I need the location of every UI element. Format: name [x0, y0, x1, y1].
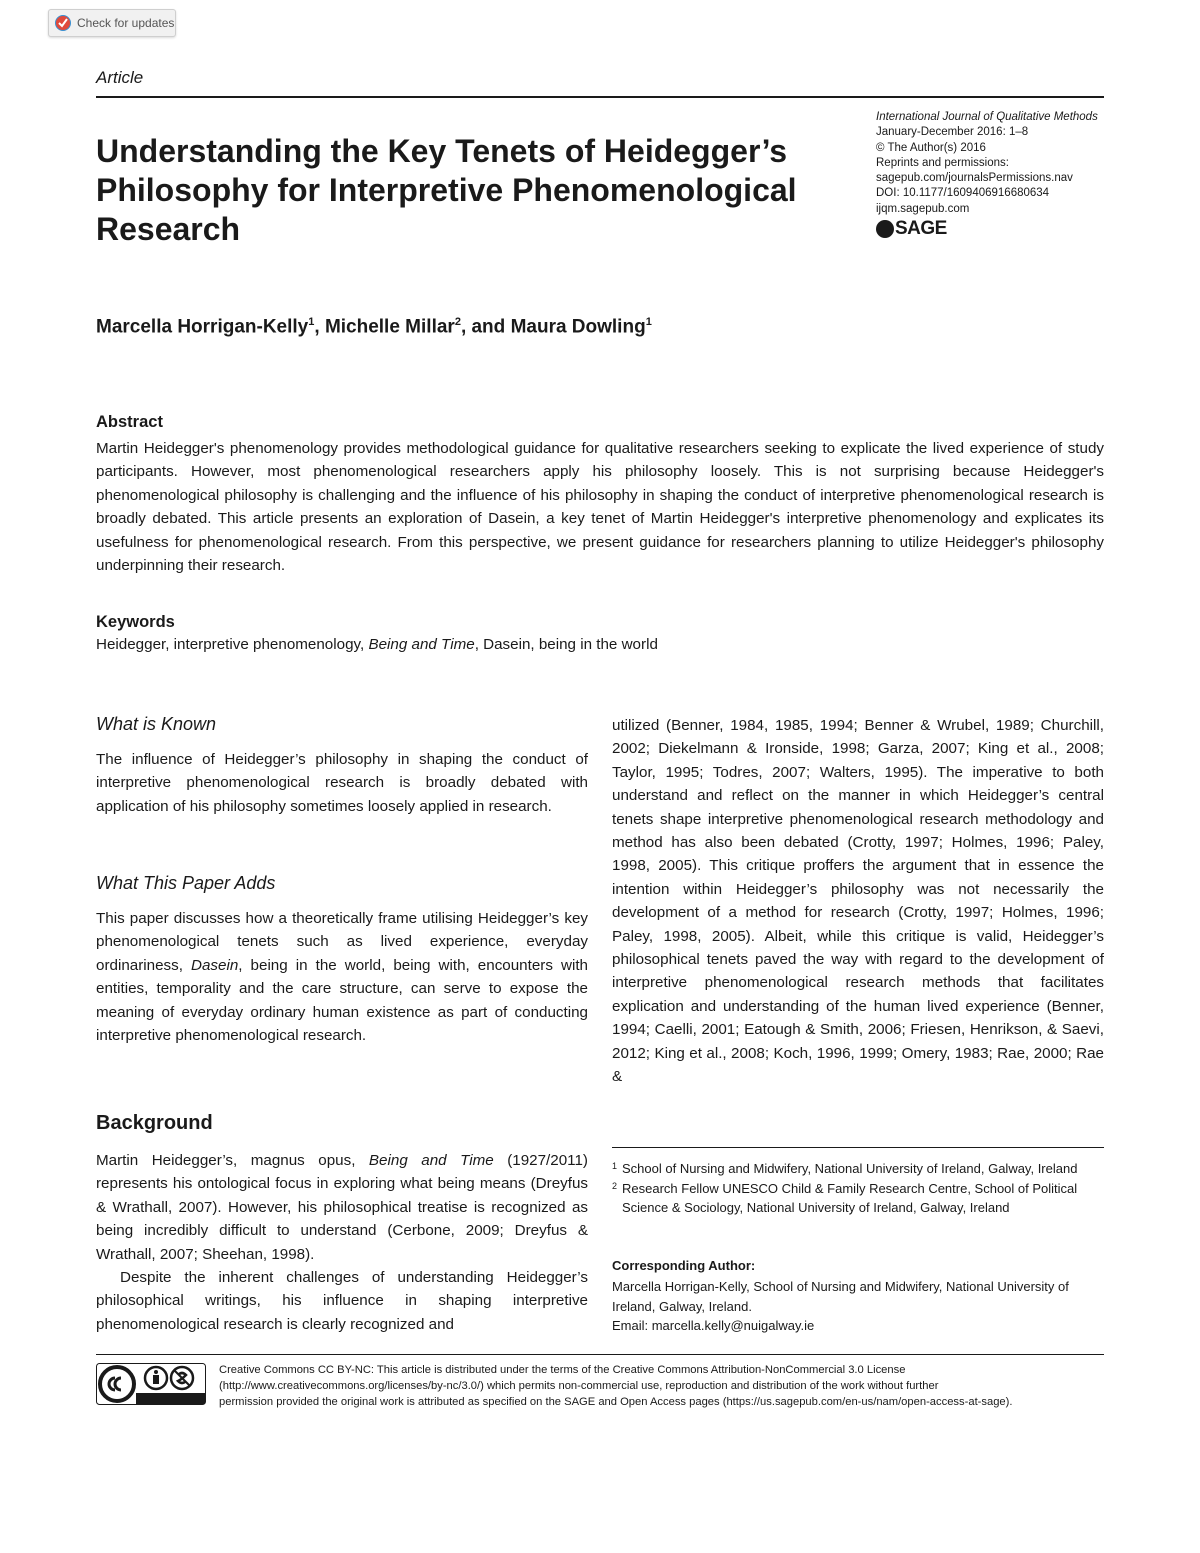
affiliation-footnote — [612, 1179, 1104, 1218]
journal-reprints: Reprints and permissions: — [876, 156, 1009, 169]
journal-info — [876, 110, 1116, 238]
license-text — [219, 1362, 1109, 1410]
license-line: Creative Commons CC BY-NC: This article is distributed under the terms of the Creative Commons Attribution-NonCommercial 3.0 License — [219, 1364, 906, 1376]
cc-by-nc-logo[interactable] — [96, 1363, 206, 1405]
footnote-rule — [612, 1147, 1104, 1148]
check-for-updates-label: Check for updates — [77, 16, 175, 30]
abstract-text: Martin Heidegger's phenomenology provides methodological guidance for qualitative researchers seeking to explicate the lived experience of study participants. However, most phenomenological researchers apply his philosophy loosely. This is not surprising because Heidegger's phenomenological philosophy is challenging and the influence of his philosophy in shaping the conduct of interpretive phenomenological research is broadly debated. This article presents an exploration of Dasein, a key tenet of Martin Heidegger's interpretive phenomenology and explicates its usefulness for phenomenological research. From this perspective, we present guidance for researchers planning to utilize Heidegger's philosophy underpinning their research. — [96, 440, 1104, 575]
keywords-part: , Dasein, being in the world — [474, 636, 658, 653]
crossmark-icon — [55, 15, 71, 31]
text-run: , being in the world, being with, encounters with entities, temporality and the care structure, can serve to expose the meaning of everyday ordinary human existence as part of conducting interpretive phenomenological research. — [96, 956, 589, 1045]
footnote-number: 2 — [612, 1180, 618, 1191]
author-affiliation-marker: 1 — [645, 316, 652, 328]
keywords-heading: Keywords — [96, 613, 175, 631]
journal-site-link[interactable]: ijqm.sagepub.com — [876, 202, 970, 215]
author-affiliation-marker: 2 — [454, 316, 461, 328]
sage-logo — [876, 220, 1116, 238]
text-run: This paper discusses how a theoretically frame utilising Heidegger’s key phenomenological tenets such as lived experience, everyday ordinariness, — [96, 910, 588, 974]
text-run: Martin Heidegger’s, magnus opus, — [96, 1152, 369, 1169]
what-paper-adds-heading: What This Paper Adds — [96, 873, 276, 893]
affiliation-footnote — [612, 1159, 1104, 1179]
what-is-known-heading: What is Known — [96, 714, 217, 734]
corresponding-author-email[interactable]: Email: marcella.kelly@nuigalway.ie — [612, 1318, 815, 1333]
license-rule — [96, 1354, 1104, 1355]
keywords-part-italic: Being and Time — [368, 636, 475, 653]
right-column-text: utilized (Benner, 1984, 1985, 1994; Benner & Wrubel, 1989; Churchill, 2002; Diekelmann & Ironside, 1998; Garza, 2007; King et al., 2008; Taylor, 1995; Todres, 2007; Walters, 1995). The imperative to both understand and reflect on the manner in which Heidegger’s central tenets shape interpretive phenomenological research methodology and method has also been debated (Crotty, 1997; Holmes, 1996; Paley, 1998, 2005). This critique proffers the argument that in essence the intention within Heidegger’s philosophy was not necessarily the development of a method for research (Crotty, 1997; Holmes, 1996; Paley, 1998, 2005). Albeit, while this critique is valid, Heidegger’s philosophical tenets paved the way with regard to the development of interpretive phenomenological research methods that facilitates explication and understanding of the human lived experience (Benner, 1994; Caelli, 2001; Eatough & Smith, 2006; Friesen, Henrikson, & Saevi, 2012; King et al., 2008; Koch, 1996, 1999; Omery, 1983; Rae, 2000; Rae & — [612, 717, 1104, 1086]
author-separator: , — [314, 316, 325, 338]
footnote-text: School of Nursing and Midwifery, National University of Ireland, Galway, Ireland — [622, 1161, 1078, 1176]
license-url-line[interactable]: (http://www.creativecommons.org/licenses/by-nc/3.0/) which permits non-commercial use, reproduction and distribution of the work without further — [219, 1380, 939, 1392]
journal-copyright: © The Author(s) 2016 — [876, 141, 986, 154]
affiliation-footnotes — [612, 1159, 1104, 1218]
what-is-known-text: The influence of Heidegger’s philosophy in shaping the conduct of interpretive phenomenological research is broadly debated with application of his philosophy sometimes loosely applied in research. — [96, 751, 588, 815]
author-separator: , and — [460, 316, 511, 338]
author-name: Maura Dowling — [510, 316, 646, 338]
background-heading: Background — [96, 1112, 213, 1134]
article-type-label: Article — [96, 68, 144, 87]
check-for-updates-button[interactable] — [48, 9, 176, 37]
sage-logo-word: SAGE — [895, 218, 947, 240]
article-title: Understanding the Key Tenets of Heidegger’s Philosophy for Interpretive Phenomenological Research — [96, 133, 797, 247]
journal-name: International Journal of Qualitative Methods — [876, 111, 1098, 123]
corresponding-author-details: Marcella Horrigan-Kelly, School of Nursing and Midwifery, National University of Ireland, Galway, Ireland. — [612, 1279, 1069, 1314]
journal-issue: January-December 2016: 1–8 — [876, 126, 1029, 139]
what-paper-adds-text — [96, 907, 588, 1047]
background-paragraph-2: Despite the inherent challenges of understanding Heidegger’s philosophical writings, his influence in shaping interpretive phenomenological research is clearly recognized and — [96, 1269, 588, 1333]
author-list — [96, 316, 652, 338]
header-rule — [96, 96, 1104, 98]
text-run-italic: Being and Time — [368, 1152, 494, 1169]
keywords-part: Heidegger, interpretive phenomenology, — [96, 636, 369, 653]
footnote-text: Research Fellow UNESCO Child & Family Research Centre, School of Political Science & Sociology, National University of Ireland, Galway, Ireland — [622, 1180, 1078, 1215]
author-name: Marcella Horrigan-Kelly — [96, 316, 309, 338]
footnote-number: 1 — [612, 1161, 618, 1171]
abstract-heading: Abstract — [96, 413, 163, 431]
permissions-link[interactable]: sagepub.com/journalsPermissions.nav — [876, 172, 1073, 185]
journal-doi[interactable]: DOI: 10.1177/1609406916680634 — [876, 187, 1050, 200]
author-name: Michelle Millar — [324, 316, 455, 338]
keywords-text — [96, 636, 1104, 653]
corresponding-author-heading: Corresponding Author: — [612, 1258, 756, 1273]
license-line: permission provided the original work is attributed as specified on the SAGE and Open Access pages (https://us.sagepub.com/en-us/nam/open-access-at-sage). — [219, 1396, 1013, 1408]
sage-logo-mark — [876, 220, 894, 238]
text-run-italic: Dasein — [191, 956, 239, 974]
text-run: (1927/2011) represents his ontological focus in exploring what being means (Dreyfus & Wrathall, 2007). However, his philosophical treatise is recognized as being incredibly difficult to understand (Cerbone, 2009; Dreyfus & Wrathall, 2007; Sheehan, 1998). — [96, 1152, 588, 1263]
background-paragraph-1 — [96, 1149, 588, 1266]
author-affiliation-marker: 1 — [308, 316, 315, 328]
